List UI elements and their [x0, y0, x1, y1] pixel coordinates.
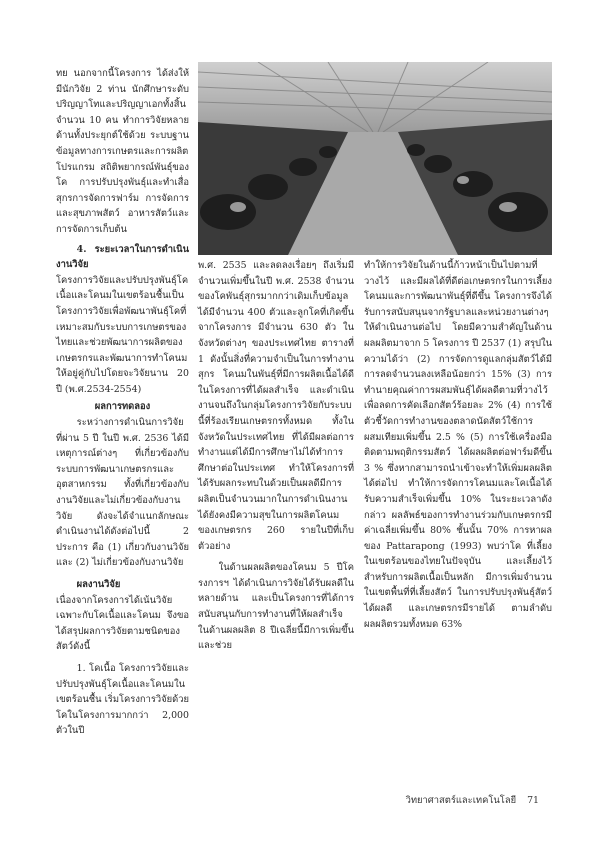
- page-number: 71: [527, 795, 539, 806]
- column-left: [56, 66, 189, 739]
- page-footer: [398, 793, 539, 808]
- column-middle: [198, 258, 354, 654]
- paragraph: ในด้านผลผลิตของโคนม 5 ปีโครงการฯ ได้ดำเนินการวิจัยได้รับผลดีในหลายด้าน และเป็นโครงการที่ได้การสนับสนุนกับการทำงานที่ให้ผลสำเร็จ ในด้านผลผลิต 8 ปีเฉลี่ยนี้มีการเพิ่มขึ้นและช่วย: [198, 562, 354, 652]
- paragraph: 1. โคเนื้อ โครงการวิจัยและปรับปรุงพันธุ์โคเนื้อและโคนมในเขตร้อนชื้น เริ่มโครงการวิจัยด้วยโคในโครงการมากกว่า 2,000 ตัวในปี: [56, 662, 189, 737]
- paragraph: โครงการวิจัยและปรับปรุงพันธุ์โคเนื้อและโคนมในเขตร้อนชื้นเป็นโครงการวิจัยเพื่อพัฒนาพันธุ์โคที่เหมาะสมกับระบบการเกษตรของไทยและช่วยพัฒนาการผลิตของเกษตรกรและพัฒนาการทำโคนมให้อยู่คู่กับไปโดยจะวิจัยนาน 20 ปี (พ.ศ.2534-2554): [56, 274, 189, 395]
- column-right: [364, 258, 552, 632]
- paragraph: พ.ศ. 2535 และลดลงเรื่อยๆ ถึงเริ่มมีจำนวนเพิ่มขึ้นในปี พ.ศ. 2538 จำนวนของโคพันธุ์สุกรมากกว่าเดิมเก็บข้อมูลได้มีจำนวน 400 ตัวและลูกโคที่เกิดขึ้นจากโครงการ มีจำนวน 630 ตัว ในจังหวัดต่างๆ ของประเทศไทย ตารางที่ 1 ดังนั้นสิ่งที่ความจำเป็นในการทำงานสุกร โคนมในพันธุ์ที่มีการผลิตเนื้อได้ดีในโครงการที่ได้ผลสำเร็จ และดำเนินงานจนถึงในกลุ่มโครงการวิจัยกับระบบนี้ที่ร้องเรียนเกษตรกรทั้งหมด ทั้งในจังหวัดในประเทศไทย ที่ได้มีผลต่อการทำงานแต่ได้มีการศึกษาไม่ได้ทำการศึกษาต่อในประเทศ ทำให้โครงการที่ได้รับผลกระทบในด้วยเป็นผลดีมีการผลิตเป็นจำนวนมากในการดำเนินงานได้ยังคงมีความสุขในการผลิตโคนมของเกษตรกร 260 รายในปีที่เก็บตัวอย่าง: [198, 260, 354, 552]
- journal-name: วิทยาศาสตร์และเทคโนโลยี: [405, 795, 517, 806]
- section-heading: ผลงานวิจัย: [76, 579, 121, 590]
- section-heading: ผลการทดลอง: [94, 401, 151, 413]
- paragraph: ระหว่างการดำเนินการวิจัยที่ผ่าน 5 ปี ในปี พ.ศ. 2536 ได้มีเหตุการณ์ต่างๆ ที่เกี่ยวข้องกับระบบการพัฒนาเกษตรกรและอุตสาหกรรม ทั้งที่เกี่ยวข้องกับงานวิจัยและไม่เกี่ยวข้องกับงานวิจัย ดังจะได้จำแนกลักษณะดำเนินงานได้ดังต่อไปนี้ 2 ประการ คือ (1) เกี่ยวกับงานวิจัย และ (2) ไม่เกี่ยวข้องกับงานวิจัย: [56, 417, 189, 569]
- paragraph: ทย นอกจากนี้โครงการ ได้ส่งให้มีนักวิจัย 2 ท่าน นักศึกษาระดับปริญญาโทและปริญญาเอกทั้งสิ้นจำนวน 10 คน ทำการวิจัยหลายด้านทั้งประยุกต์ใช้ด้วย ระบบฐานข้อมูลทางการเกษตรและการผลิตโปรแกรม สถิติพยากรณ์พันธุ์ของโค การปรับปรุงพันธุ์และทำเสื่อสุกรการจัดการฟาร์ม การจัดการและสุขภาพสัตว์ อาหารสัตว์และการจัดการเก็บต้น: [56, 68, 189, 235]
- paragraph: ทำให้การวิจัยในด้านนี้ก้าวหน้าเป็นไปตามที่วางไว้ และมีผลได้ที่ดีต่อเกษตรกรในการเลี้ยงโคนมและการพัฒนาพันธุ์ที่ดีขึ้น โครงการจึงได้รับการสนับสนุนจากรัฐบาลและหน่วยงานต่างๆ ให้ดำเนินงานต่อไป โดยมีความสำคัญในด้านผลผลิตมาจาก 5 โครงการ ปี 2537 (1) สรุปในความได้ว่า (2) การจัดการดูแลกลุ่มสัตว์ได้มีการลดจำนวนลงเหลือน้อยกว่า 15% (3) การทำนายคุณค่าการผสมพันธุ์ได้ผลดีตามที่วางไว้ เพื่อลดการคัดเลือกสัตว์ร้อยละ 2% (4) การใช้ตัวชี้วัดการทำงานของตลาดนัดสัตว์ใช้การผสมเทียมเพิ่มขึ้น 2.5 % (5) การใช้เครื่องมือติดตามพฤติกรรมสัตว์ ได้ผลผลิตต่อฟาร์มดีขึ้น 3 % ซึ่งหากสามารถนำเข้าจะทำให้เพิ่มผลผลิตได้ต่อไป ทำให้การจัดการโคนมและโคเนื้อได้รับความสำเร็จเพิ่มขึ้น 10% ในระยะเวลาดังกล่าว ผลลัพธ์ของการทำงานร่วมกับเกษตรกรมีค่าเฉลี่ยเพิ่มขึ้น 80% ชั้นนั้น 70% การหาผลของ Pattarapong (1993) พบว่าโค ที่เลี้ยงในเขตร้อนของไทยในปัจจุบัน และเลี้ยงไว้สำหรับการผลิตเนื้อเป็นหลัก มีการเพิ่มจำนวนในเขตพื้นที่ที่เลี้ยงสัตว์ ในการปรับปรุงพันธุ์สัตว์ได้ผลดี และเกษตรกรมีรายได้ ตามลำดับผลผลิตรวมทั้งหมด 63%: [364, 260, 552, 630]
- barn-photo: [198, 62, 552, 255]
- section-heading: 4. ระยะเวลาในการดำเนินงานวิจัย: [56, 243, 189, 271]
- paragraph: เนื่องจากโครงการได้เน้นวิจัยเฉพาะกับโคเนื้อและโคนม จึงขอได้สรุปผลการวิจัยตามชนิดของสัตว์ดังนี้: [56, 594, 189, 653]
- barn-illustration: [198, 62, 552, 255]
